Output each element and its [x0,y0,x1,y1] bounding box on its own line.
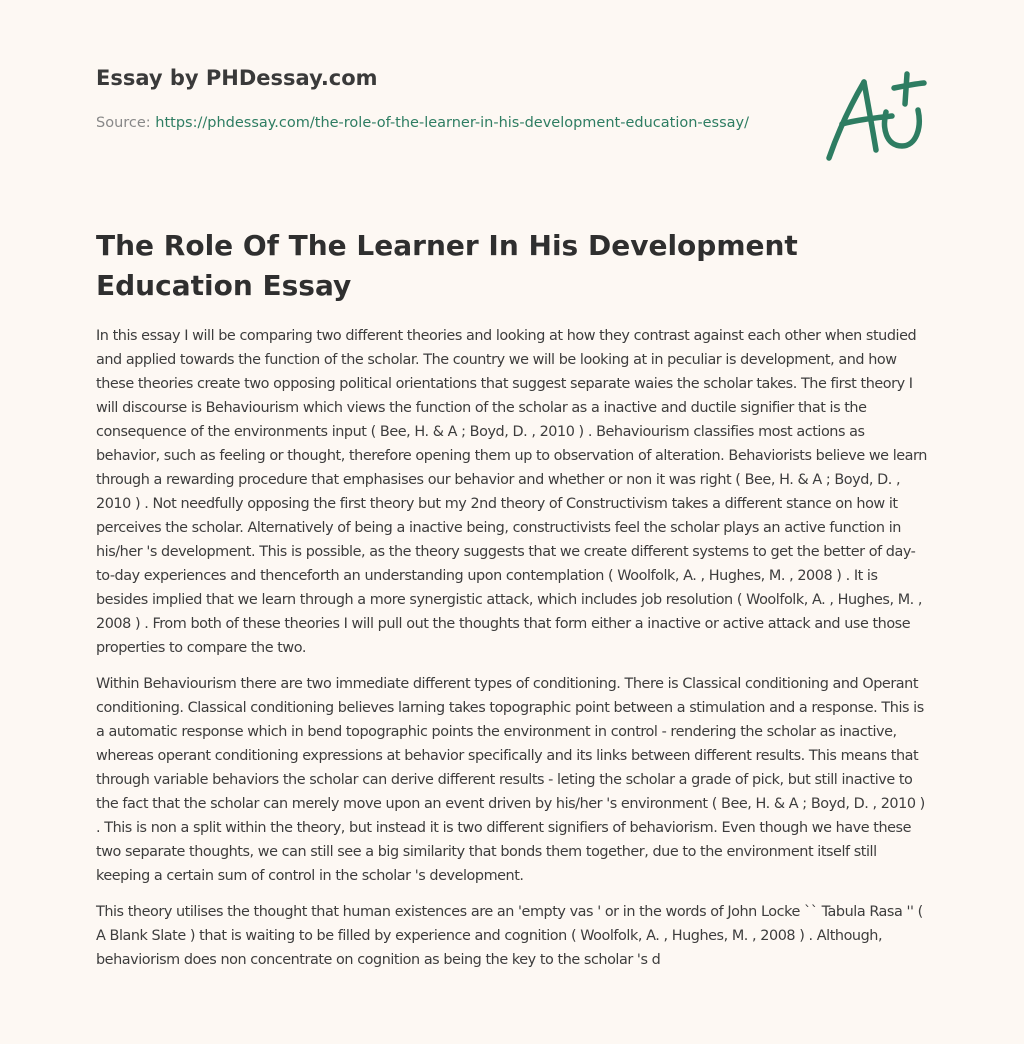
essay-paragraph: Within Behaviourism there are two immediate different types of conditioning. There is Classical conditioning and Operant conditioning. Classical conditioning believes larning takes topographic point between a stimulation and a response. This is a automatic response which in bend topographic points the environment in control - rendering the scholar as inactive, whereas operant conditioning expressions at behavior specifically and its links between different results. This means that through variable behaviors the scholar can derive different results - leting the scholar a grade of pick, but still inactive to the fact that the scholar can merely move upon an event driven by his/her 's environment ( Bee, H. & A ; Boyd, D. , 2010 ) . This is non a split within the theory, but instead it is two different signifiers of behaviorism. Even though we have these two separate thoughts, we can still see a big similarity that bonds them together, due to the environment itself still keeping a certain sum of control in the scholar 's development. [96,676,925,884]
site-title: Essay by PHDessay.com [96,66,378,90]
logo-plus-vertical [905,74,907,104]
source-line [96,112,756,134]
essay-paragraph: In this essay I will be comparing two different theories and looking at how they contrast against each other when studied and applied towards the function of the scholar. The country we will be looking at in peculiar is development, and how these theories create two opposing political orientations that suggest separate waies the scholar takes. The first theory I will discourse is Behaviourism which views the function of the scholar as a inactive and ductile signifier that is the consequence of the environments input ( Bee, H. & A ; Boyd, D. , 2010 ) . Behaviourism classifies most actions as behavior, such as feeling or thought, therefore opening them up to observation of alteration. Behaviorists believe we learn through a rewarding procedure that emphasises our behavior and whether or non it was right ( Bee, H. & A ; Boyd, D. , 2010 ) . Not needfully opposing the first theory but my 2nd theory of Constructivism takes a different stance on how it perceives the scholar. Alternatively of being a inactive being, constructivists feel the scholar plays an active function in his/her 's development. This is possible, as the theory suggests that we create different systems to get the better of day-to-day experiences and thenceforth an understanding upon contemplation ( Woolfolk, A. , Hughes, M. , 2008 ) . It is besides implied that we learn through a more synergistic attack, which includes job resolution ( Woolfolk, A. , Hughes, M. , 2008 ) . From both of these theories I will pull out the thoughts that form either a inactive or active attack and use those properties to compare the two. [96,328,927,656]
source-link[interactable]: https://phdessay.com/the-role-of-the-learner-in-his-development-education-essay/ [155,115,750,131]
essay-body [96,324,928,984]
essay-title: The Role Of The Learner In His Development Education Essay [96,229,798,302]
logo-plus-horizontal [894,83,924,88]
a-plus-grade-icon [816,64,936,174]
essay-paragraph: This theory utilises the thought that human existences are an 'empty vas ' or in the words of John Locke `` Tabula Rasa '' ( A Blank Slate ) that is waiting to be filled by experience and cognition ( Woolfolk, A. , Hughes, M. , 2008 ) . Although, behaviorism does non concentrate on cognition as being the key to the scholar 's d [96,904,923,968]
source-label: Source: [96,115,156,131]
